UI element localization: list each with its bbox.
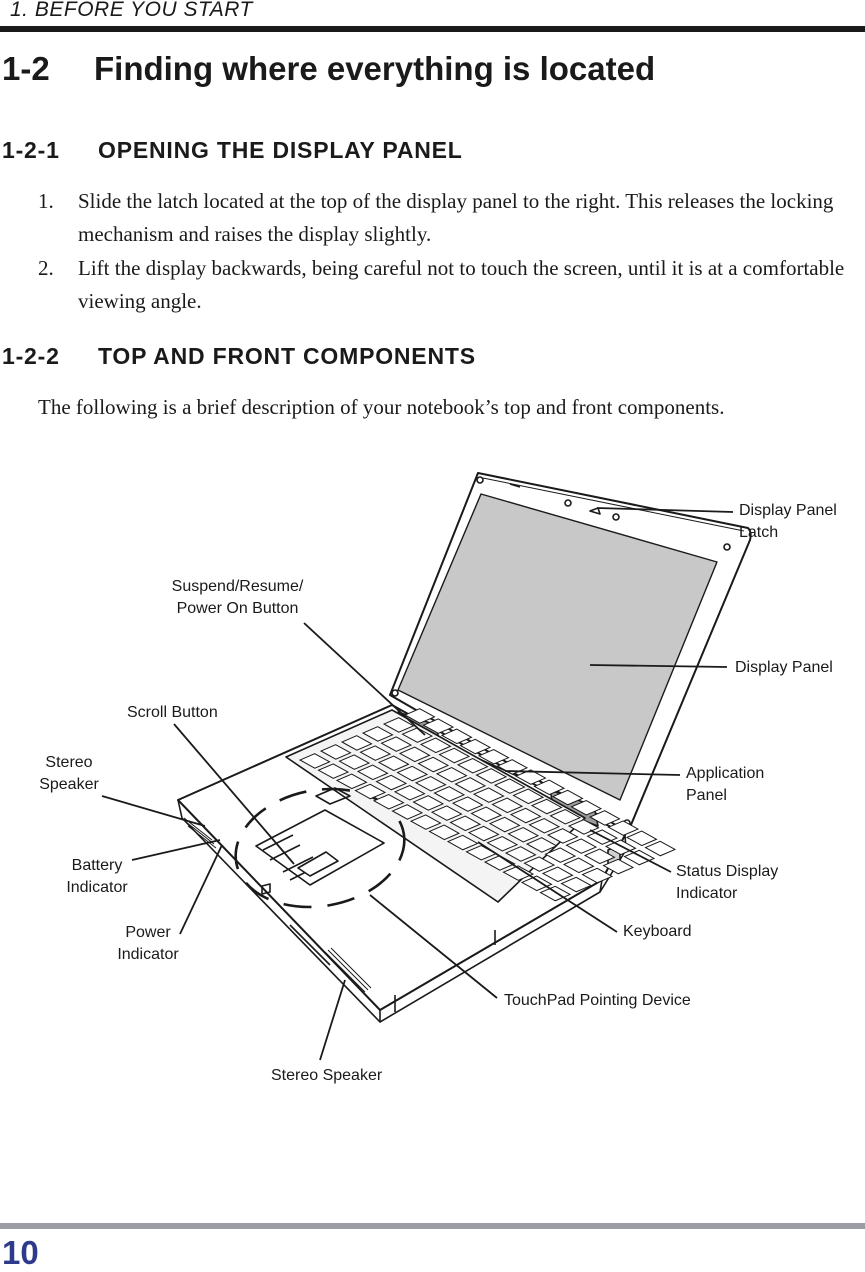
step-number: 2. <box>38 256 54 280</box>
subsection-number: 1-2-2 <box>2 343 60 369</box>
footer-rule <box>0 1223 865 1229</box>
callout-power-indicator: Power Indicator <box>117 924 179 963</box>
running-head: 1. BEFORE YOU START <box>10 0 253 21</box>
callout-status-display-indicator: Status Display Indicator <box>676 863 779 902</box>
subsection-title-opening-display <box>2 137 463 164</box>
intro-paragraph: The following is a brief description of your notebook’s top and front components. <box>38 395 725 419</box>
step-text: Lift the display backwards, being careful not to touch the screen, until it is at a comfortable viewing angle. <box>78 256 845 313</box>
subsection-number: 1-2-1 <box>2 137 60 163</box>
callout-keyboard: Keyboard <box>623 923 692 940</box>
callout-scroll-button: Scroll Button <box>127 704 218 721</box>
subsection-title-top-front-components <box>2 343 476 370</box>
callout-stereo-speaker-bottom: Stereo Speaker <box>271 1067 383 1084</box>
header-rule <box>0 26 865 32</box>
callout-display-panel: Display Panel <box>735 659 833 676</box>
callout-suspend-resume-button: Suspend/Resume/ Power On Button <box>171 578 304 617</box>
instruction-step <box>38 252 848 318</box>
keyboard-key <box>646 841 676 855</box>
callout-stereo-speaker-left: Stereo Speaker <box>39 754 99 793</box>
instruction-steps <box>38 185 848 319</box>
callout-display-panel-latch: Display Panel Latch <box>739 502 837 541</box>
subsection-title-text: TOP AND FRONT COMPONENTS <box>98 343 476 369</box>
section-title-text: Finding where everything is located <box>94 50 656 87</box>
keyboard-key <box>627 831 657 845</box>
callout-touchpad: TouchPad Pointing Device <box>504 992 691 1009</box>
section-title <box>2 50 655 88</box>
notebook-diagram <box>0 455 865 1095</box>
keyboard-key <box>625 850 655 864</box>
subsection-title-text: OPENING THE DISPLAY PANEL <box>98 137 463 163</box>
section-number: 1-2 <box>2 50 50 87</box>
callout-application-panel: Application Panel <box>686 765 765 804</box>
step-text: Slide the latch located at the top of the display panel to the right. This releases the locking mechanism and raises the display slightly. <box>78 189 834 246</box>
page-number: 10 <box>2 1234 39 1271</box>
instruction-step <box>38 185 848 251</box>
step-number: 1. <box>38 189 54 213</box>
callout-battery-indicator: Battery Indicator <box>66 857 128 896</box>
